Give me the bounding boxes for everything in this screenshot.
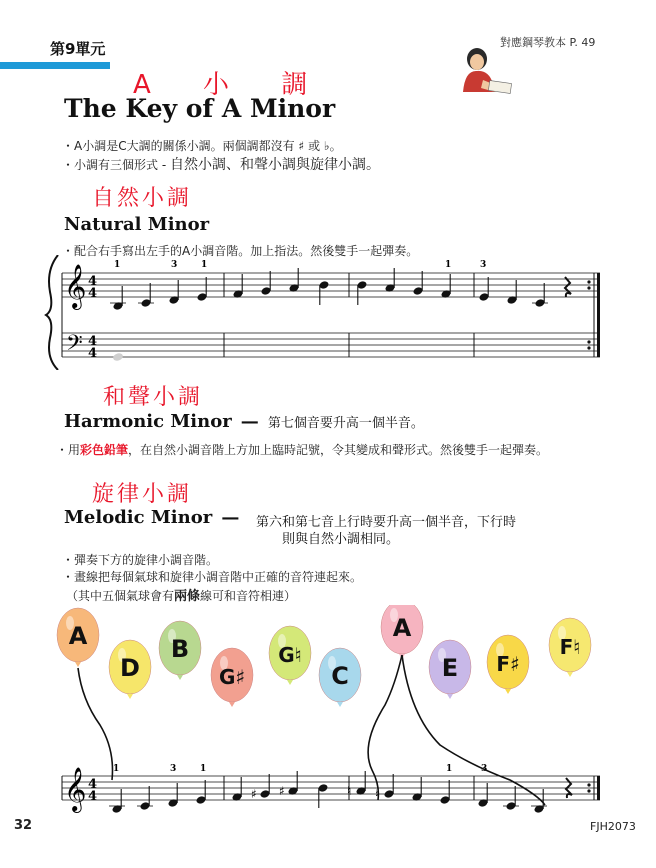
repeat-dot	[587, 783, 590, 786]
balloon-label: F♮	[559, 635, 581, 659]
melodic-scale-notes	[109, 771, 547, 814]
natural-minor-grand-staff	[44, 255, 614, 370]
balloons	[57, 605, 591, 707]
balloon-label: C	[331, 662, 349, 690]
quarter-note	[507, 280, 518, 305]
balloon-10[interactable]	[549, 618, 591, 677]
sharp-accidental: ♯	[279, 784, 285, 798]
intro-text: ・A小調是C大調的關係小調。兩個調都沒有	[62, 139, 295, 153]
time-bottom: 4	[88, 346, 98, 361]
quarter-note	[109, 789, 125, 814]
instr3-c: 線可和音符相連）	[200, 589, 297, 603]
balloon-label: A	[392, 614, 412, 642]
melodic-description-1: 第六和第七音上行時要升高一個半音，下行時	[256, 515, 517, 530]
quarter-note	[503, 786, 519, 811]
quarter-note	[168, 783, 179, 808]
natural-scale-notes	[110, 268, 548, 311]
three-forms: 自然小調、和聲小調與旋律小調。	[169, 157, 380, 173]
unit-label: 第9單元	[50, 40, 106, 58]
line-a-to-note-2	[368, 655, 402, 800]
quarter-note	[319, 280, 330, 305]
time-bottom: 4	[88, 286, 98, 301]
sharp-symbol: ♯	[298, 139, 305, 153]
balloon-label: G♯	[218, 665, 246, 689]
title-chinese: A 小 調	[133, 70, 330, 100]
quarter-note	[233, 274, 244, 299]
quarter-note	[261, 271, 272, 296]
quarter-note	[138, 283, 154, 308]
finger-3: 3	[171, 260, 178, 270]
melodic-instruction-1: ・彈奏下方的旋律小調音階。	[62, 553, 219, 567]
finger-1: 1	[201, 260, 208, 270]
instr3-a: （其中五個氣球會有	[66, 589, 175, 603]
balloon-2[interactable]	[109, 640, 151, 699]
sharp-accidental: ♯	[251, 787, 257, 801]
bass-time-signature	[88, 334, 97, 361]
finger-3: 3	[481, 764, 488, 774]
balloon-matching-activity	[0, 605, 656, 820]
quarter-note	[478, 783, 489, 808]
line-a-to-note	[78, 668, 113, 780]
balloon-9[interactable]	[487, 635, 529, 694]
melodic-staff-lines	[62, 776, 600, 800]
quarter-note	[196, 780, 207, 805]
page-number: 32	[14, 818, 33, 833]
balloon-label: D	[120, 654, 140, 682]
quarter-note	[289, 268, 300, 293]
quarter-note	[197, 277, 208, 302]
balloon-label: G♮	[278, 643, 302, 667]
quarter-note	[110, 286, 126, 311]
melodic-instruction-2: ・畫線把每個氣球和旋律小調音階中正確的音符連起來。	[62, 570, 363, 584]
treble-clef: 𝄞	[64, 767, 87, 811]
quarter-note	[251, 774, 270, 801]
natural-accidental: ♮	[347, 784, 352, 798]
finger-3: 3	[170, 764, 177, 774]
boy-writing-illustration	[455, 44, 515, 94]
finger-1: 1	[113, 764, 120, 774]
quarter-note	[385, 268, 396, 293]
intro-or: 或	[308, 139, 321, 153]
intro-end: 。	[329, 139, 342, 153]
treble-time-signature	[88, 274, 97, 301]
quarter-note	[232, 777, 243, 802]
melodic-minor-heading	[64, 507, 243, 528]
quarter-rest	[565, 277, 571, 297]
time-top: 4	[88, 777, 98, 792]
quarter-note	[169, 280, 180, 305]
balloon-4[interactable]	[211, 648, 253, 707]
harmonic-minor-zh: 和聲小調	[103, 385, 204, 410]
finger-1: 1	[446, 764, 453, 774]
quarter-note	[412, 777, 423, 802]
intro-line-2	[62, 154, 380, 174]
melodic-minor-zh: 旋律小調	[92, 482, 193, 507]
balloon-1[interactable]	[57, 608, 99, 667]
quarter-note	[357, 280, 368, 305]
melodic-minor-en: Melodic Minor	[64, 507, 213, 528]
harmonic-instruction	[56, 441, 548, 458]
balloon-label: A	[68, 622, 88, 650]
instr-prefix: ・用	[56, 443, 81, 457]
quarter-note	[441, 274, 452, 299]
header-bar	[0, 62, 110, 69]
time-top: 4	[88, 274, 98, 289]
melodic-description-2: 則與自然小調相同。	[282, 532, 400, 547]
title-english: The Key of A Minor	[64, 94, 336, 123]
treble-staff-lines	[62, 273, 600, 297]
natural-accidental: ♮	[375, 787, 380, 801]
book-code: FJH2073	[590, 820, 636, 833]
bass-hint-note	[112, 352, 124, 362]
quarter-note	[318, 783, 329, 808]
quarter-note	[531, 789, 547, 814]
quarter-note	[137, 786, 153, 811]
bass-clef: 𝄢	[66, 331, 83, 361]
natural-minor-en: Natural Minor	[64, 214, 210, 235]
intro-text-2: ・小調有三個形式 -	[62, 158, 170, 172]
balloon-label: B	[170, 635, 190, 663]
colored-pencil-text: 彩色鉛筆	[80, 443, 129, 457]
flat-symbol: ♭	[323, 139, 330, 153]
quarter-note	[532, 283, 548, 308]
natural-instruction: ・配合右手寫出左手的A小調音階。加上指法。然後雙手一起彈奏。	[62, 244, 419, 258]
balloon-label: E	[441, 654, 459, 682]
quarter-note	[375, 774, 394, 801]
melodic-final-barline	[597, 776, 600, 800]
harmonic-minor-en: Harmonic Minor	[64, 411, 232, 432]
time-bottom: 4	[88, 789, 98, 804]
final-barline	[597, 273, 600, 357]
melodic-dash: —	[221, 507, 240, 528]
balloon-3[interactable]	[159, 621, 201, 680]
harmonic-dash: —	[240, 411, 259, 432]
time-top: 4	[88, 334, 98, 349]
treble-clef: 𝄞	[64, 264, 87, 308]
finger-1: 1	[445, 260, 452, 270]
melodic-fingering	[113, 764, 487, 774]
repeat-dot	[587, 789, 590, 792]
balloon-7[interactable]	[381, 605, 423, 659]
harmonic-description: 第七個音要升高一個半音。	[267, 416, 424, 431]
melodic-instruction-3	[66, 585, 296, 604]
staff-brace	[46, 255, 58, 370]
fingering-numbers	[114, 260, 486, 270]
balloon-label: F♯	[496, 652, 520, 676]
quarter-note	[440, 780, 451, 805]
finger-1: 1	[200, 764, 207, 774]
harmonic-minor-heading	[64, 411, 424, 432]
book-reference: 對應鋼琴教本 P. 49	[500, 36, 596, 49]
quarter-note	[413, 271, 424, 296]
finger-3: 3	[480, 260, 487, 270]
instr-rest: ，在自然小調音階上方加上臨時記號，令其變成和聲形式。然後雙手一起彈奏。	[128, 443, 549, 457]
balloon-6[interactable]	[319, 648, 361, 707]
balloon-8[interactable]	[429, 640, 471, 699]
natural-minor-zh: 自然小調	[92, 186, 193, 211]
intro-line-1	[62, 137, 342, 154]
instr3-two-lines: 兩條	[174, 589, 201, 604]
bass-staff-lines	[62, 333, 600, 357]
balloon-5[interactable]	[269, 626, 311, 685]
finger-1: 1	[114, 260, 121, 270]
quarter-note	[479, 277, 490, 302]
